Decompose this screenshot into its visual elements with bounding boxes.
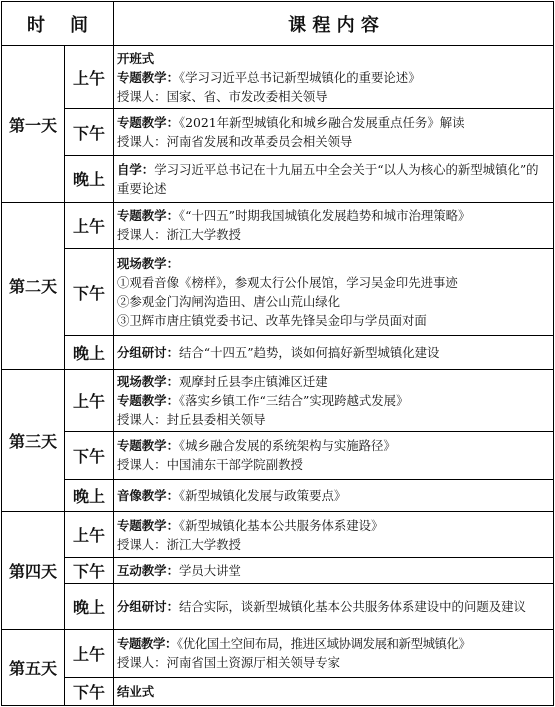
session-content bbox=[114, 677, 554, 705]
day-label: 第五天 bbox=[2, 629, 65, 705]
session-content bbox=[114, 202, 554, 248]
content-line bbox=[117, 372, 550, 391]
content-line bbox=[117, 597, 550, 616]
content-keyword: 现场教学： bbox=[117, 256, 179, 272]
content-text: 授课人：国家、省、市发改委相关领导 bbox=[117, 88, 328, 104]
content-line bbox=[117, 292, 550, 311]
table-row bbox=[2, 584, 554, 629]
content-text: ①观看音像《榜样》，参观太行公仆展馆，学习吴金印先进事迹 bbox=[117, 275, 458, 291]
content-line bbox=[117, 113, 550, 132]
day-label: 第二天 bbox=[2, 202, 65, 369]
table-row bbox=[2, 46, 554, 109]
header-content: 课 程 内 容 bbox=[114, 2, 554, 46]
content-keyword: 自学： bbox=[117, 161, 155, 177]
table-row bbox=[2, 155, 554, 202]
table-row bbox=[2, 677, 554, 705]
content-text: ②参观金门沟闸沟造田、唐公山荒山绿化 bbox=[117, 294, 341, 310]
session-label: 下午 bbox=[65, 431, 114, 479]
session-content bbox=[114, 46, 554, 109]
content-keyword: 专题教学： bbox=[117, 517, 179, 533]
session-label: 晚上 bbox=[65, 336, 114, 369]
table-row bbox=[2, 479, 554, 511]
content-text: 授课人：浙江大学教授 bbox=[117, 227, 241, 243]
content-text: 《学习习近平总书记新型城镇化的重要论述》 bbox=[178, 69, 421, 85]
content-text: 《优化国土空间布局，推进区域协调发展和新型城镇化》 bbox=[176, 636, 471, 652]
content-line bbox=[117, 160, 550, 198]
content-line bbox=[117, 516, 550, 535]
session-content bbox=[114, 336, 554, 369]
session-content bbox=[114, 629, 554, 677]
content-line bbox=[117, 634, 550, 653]
session-label: 上午 bbox=[65, 46, 114, 109]
session-label: 晚上 bbox=[65, 479, 114, 511]
content-keyword: 现场教学： bbox=[117, 373, 179, 389]
content-text: 《2021年新型城镇化和城乡融合发展重点任务》解读 bbox=[178, 115, 465, 131]
session-content bbox=[114, 369, 554, 431]
content-keyword: 专题教学： bbox=[117, 636, 177, 652]
content-line bbox=[117, 206, 550, 225]
session-content bbox=[114, 512, 554, 558]
day-label: 第四天 bbox=[2, 512, 65, 629]
content-text: 授课人：封丘县委相关领导 bbox=[117, 411, 266, 427]
session-content bbox=[114, 109, 554, 155]
content-keyword: 互动教学： bbox=[117, 563, 179, 579]
content-keyword: 音像教学： bbox=[117, 488, 179, 504]
day-label: 第一天 bbox=[2, 46, 65, 203]
content-keyword: 分组研讨： bbox=[117, 598, 179, 614]
session-content bbox=[114, 479, 554, 511]
content-text: 结合实际，谈新型城镇化基本公共服务体系建设中的问题及建议 bbox=[178, 598, 526, 614]
header-time: 时 间 bbox=[2, 2, 114, 46]
content-line bbox=[117, 561, 550, 580]
table-row bbox=[2, 558, 554, 584]
content-text: 《落实乡镇工作“三结合”实现跨越式发展》 bbox=[178, 392, 409, 408]
table-row bbox=[2, 109, 554, 155]
content-text: 授课人：中国浦东干部学院副教授 bbox=[117, 457, 303, 473]
content-text: 学员大讲堂 bbox=[178, 563, 241, 579]
table-row bbox=[2, 369, 554, 431]
content-text: 观摩封丘县李庄镇滩区迁建 bbox=[178, 373, 328, 389]
session-content bbox=[114, 249, 554, 336]
content-keyword: 分组研讨： bbox=[117, 344, 179, 360]
content-line bbox=[117, 410, 550, 429]
content-line bbox=[117, 49, 550, 68]
content-line bbox=[117, 68, 550, 87]
content-keyword: 专题教学： bbox=[117, 438, 179, 454]
content-text: 授课人：浙江大学教授 bbox=[117, 536, 241, 552]
content-line bbox=[117, 254, 550, 273]
content-text: 学习习近平总书记在十九届五中全会关于“以人为核心的新型城镇化”的重要论述 bbox=[117, 161, 539, 196]
content-text: 《新型城镇化基本公共服务体系建设》 bbox=[178, 517, 384, 533]
content-line bbox=[117, 273, 550, 292]
content-text: 授课人：河南省发展和改革委员会相关领导 bbox=[117, 134, 353, 150]
session-content bbox=[114, 558, 554, 584]
session-label: 上午 bbox=[65, 369, 114, 431]
session-label: 上午 bbox=[65, 512, 114, 558]
content-keyword: 开班式 bbox=[117, 50, 155, 66]
session-label: 上午 bbox=[65, 629, 114, 677]
content-keyword: 专题教学： bbox=[117, 115, 179, 131]
session-content bbox=[114, 431, 554, 479]
session-label: 下午 bbox=[65, 558, 114, 584]
content-text: 《新型城镇化发展与政策要点》 bbox=[178, 488, 347, 504]
content-line bbox=[117, 391, 550, 410]
table-row bbox=[2, 249, 554, 336]
content-text: ③卫辉市唐庄镇党委书记、改革先锋吴金印与学员面对面 bbox=[117, 313, 427, 329]
session-label: 下午 bbox=[65, 109, 114, 155]
header-row bbox=[2, 2, 554, 46]
content-line bbox=[117, 87, 550, 106]
content-keyword: 专题教学： bbox=[117, 392, 179, 408]
content-line bbox=[117, 311, 550, 330]
content-text: 《城乡融合发展的系统架构与实施路径》 bbox=[178, 438, 396, 454]
session-content bbox=[114, 584, 554, 629]
content-line bbox=[117, 535, 550, 554]
content-text: 结合“十四五”趋势，谈如何搞好新型城镇化建设 bbox=[178, 344, 440, 360]
schedule-table bbox=[1, 1, 554, 706]
content-text: 《“十四五”时期我国城镇化发展趋势和城市治理策略》 bbox=[178, 208, 471, 224]
session-label: 上午 bbox=[65, 202, 114, 248]
content-keyword: 结业式 bbox=[117, 683, 155, 699]
table-row bbox=[2, 336, 554, 369]
content-line bbox=[117, 486, 550, 505]
content-keyword: 专题教学： bbox=[117, 208, 179, 224]
content-line bbox=[117, 455, 550, 474]
content-line bbox=[117, 132, 550, 151]
table-row bbox=[2, 202, 554, 248]
table-row bbox=[2, 512, 554, 558]
session-label: 下午 bbox=[65, 677, 114, 705]
content-line bbox=[117, 343, 550, 362]
table-row bbox=[2, 629, 554, 677]
session-label: 下午 bbox=[65, 249, 114, 336]
content-line bbox=[117, 653, 550, 672]
content-line bbox=[117, 436, 550, 455]
content-line bbox=[117, 682, 550, 701]
session-label: 晚上 bbox=[65, 584, 114, 629]
session-label: 晚上 bbox=[65, 155, 114, 202]
content-line bbox=[117, 225, 550, 244]
day-label: 第三天 bbox=[2, 369, 65, 512]
content-keyword: 专题教学： bbox=[117, 69, 179, 85]
session-content bbox=[114, 155, 554, 202]
table-row bbox=[2, 431, 554, 479]
content-text: 授课人：河南省国土资源厅相关领导专家 bbox=[117, 655, 341, 671]
